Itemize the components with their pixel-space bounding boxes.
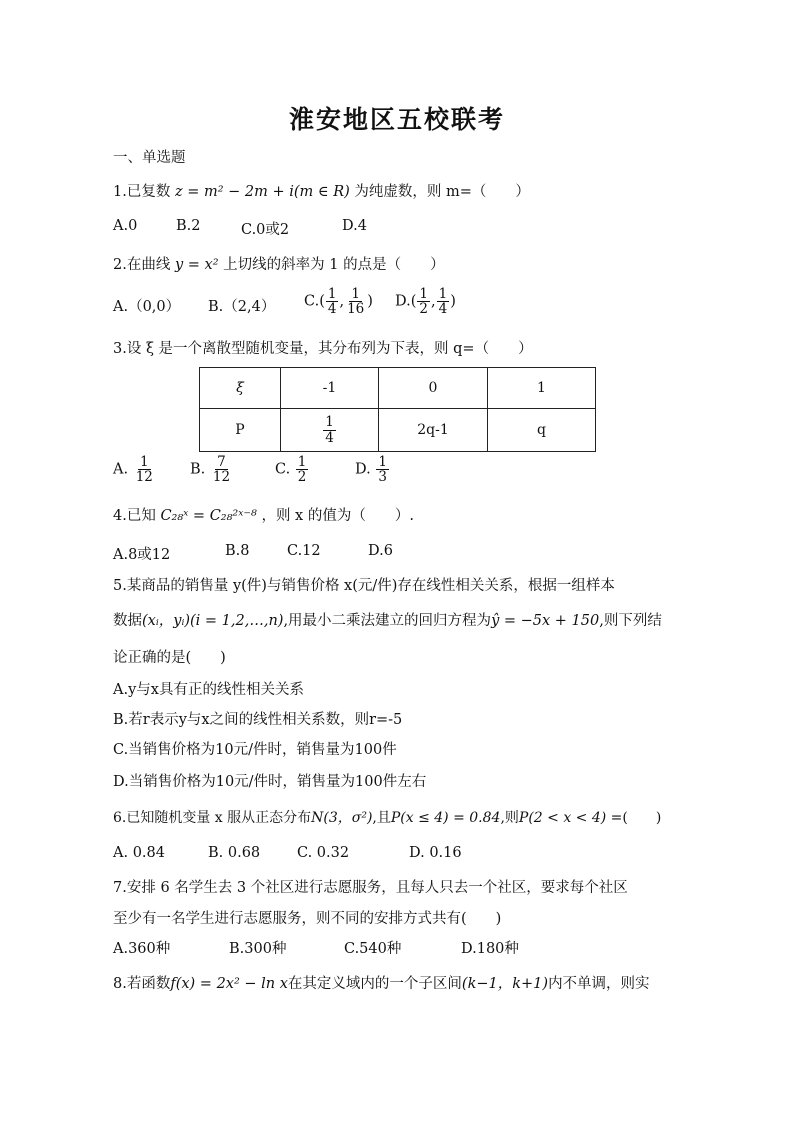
q4-expression: C₂₈ˣ = C₂₈²ˣ⁻⁸: [160, 508, 257, 524]
q4-option-a: A.8或12: [113, 547, 171, 563]
q6-option-d: D. 0.16: [409, 845, 462, 861]
q2-c-frac1: $\frac{1}{4}$: [327, 286, 337, 318]
question-2: [113, 253, 445, 274]
q6-mid2: ,则: [500, 810, 519, 826]
q5-line2-middle: ,用最小二乘法建立的回归方程为: [283, 613, 492, 629]
q8-prefix: 8.若函数: [113, 976, 171, 992]
q6-prefix: 6.已知随机变量 x 服从正态分布: [113, 810, 312, 826]
q1-option-c: C.0或2: [241, 222, 290, 238]
q8-middle: 在其定义域内的一个子区间: [287, 976, 462, 992]
page-title: 淮安地区五校联考: [288, 105, 505, 134]
question-7-line-2: 至少有一名学生进行志愿服务，则不同的安排方式共有( ): [113, 911, 502, 927]
question-5-line-2: [113, 609, 662, 630]
question-6: [113, 807, 661, 827]
q5-option-a: A.y与x具有正的线性相关关系: [113, 682, 304, 698]
q4-option-c: C.12: [287, 543, 321, 559]
section-heading: 一、单选题: [113, 150, 186, 166]
table-header-1: 1: [488, 368, 596, 409]
q2-suffix: 上切线的斜率为 1 的点是（ ）: [223, 257, 445, 273]
q4-prefix: 4.已知: [113, 508, 156, 524]
table-cell-2q-1: 2q-1: [379, 409, 488, 452]
q3-option-a: A. $\frac{1}{12}$: [113, 454, 153, 486]
q2-d-frac2: $\frac{1}{4}$: [438, 286, 448, 318]
q8-suffix: 内不单调，则实: [548, 976, 650, 992]
q2-option-d: D.( $\frac{1}{2}$ , $\frac{1}{4}$ ): [395, 286, 456, 318]
q4-option-d: D.6: [368, 543, 393, 559]
q7-option-c: C.540种: [344, 941, 402, 957]
q1-prefix: 1.已复数: [113, 184, 171, 200]
question-1: [113, 180, 530, 201]
q6-suffix: ( ): [622, 810, 662, 826]
table-row-label: P: [200, 409, 281, 452]
question-3: 3.设 ξ 是一个离散型随机变量，其分布列为下表，则 q=（ ）: [113, 341, 533, 357]
q2-expression: y = x²: [174, 257, 219, 273]
q5-option-b: B.若r表示y与x之间的线性相关系数，则r=-5: [113, 712, 403, 728]
q4-option-b: B.8: [225, 543, 250, 559]
q5-line2-suffix: ,则下列结: [599, 613, 662, 629]
q2-c-frac2: $\frac{1}{16}$: [347, 286, 365, 318]
question-5-line-3: 论正确的是( ): [113, 650, 226, 666]
q2-option-b: B.（2,4）: [208, 299, 276, 315]
q2-prefix: 2.在曲线: [113, 257, 171, 273]
q5-line2-prefix: 数据: [113, 613, 142, 629]
q1-option-d: D.4: [342, 218, 367, 234]
q2-d-frac1: $\frac{1}{2}$: [419, 286, 428, 318]
q8-function: f(x) = 2x² − ln x: [170, 976, 288, 992]
q2-option-c: C.( $\frac{1}{4}$ , $\frac{1}{16}$ ): [304, 286, 373, 318]
q7-option-b: B.300种: [229, 941, 287, 957]
q5-data-expression: (xᵢ，yᵢ)(i = 1,2,…,n): [142, 613, 284, 629]
question-4: [113, 504, 414, 525]
q6-normal-distribution: N(3，σ²): [311, 810, 373, 826]
q1-expression: z = m² − 2m + i(m ∈ R): [174, 184, 350, 200]
q3-option-d: D. $\frac{1}{3}$: [355, 454, 387, 486]
q7-option-d: D.180种: [461, 941, 519, 957]
q6-mid: ,且: [372, 810, 391, 826]
q5-option-d: D.当销售价格为10元/件时，销售量为100件左右: [113, 774, 427, 790]
q5-option-c: C.当销售价格为10元/件时，销售量为100件: [113, 742, 397, 758]
q6-option-b: B. 0.68: [208, 845, 261, 861]
table-header-xi: ξ: [200, 368, 281, 409]
q2-option-a: A.（0,0）: [113, 299, 181, 315]
q6-probability-asked: P(2 < x < 4) =: [518, 810, 623, 826]
table-cell-q: q: [488, 409, 596, 452]
question-8: [113, 972, 650, 993]
q2-option-c-label: C.: [304, 293, 320, 310]
table-header-0: 0: [379, 368, 488, 409]
q3-option-c: C. $\frac{1}{2}$: [275, 454, 307, 486]
q1-option-a: A.0: [113, 218, 138, 234]
q2-option-d-label: D.: [395, 293, 411, 310]
table-header-neg1: -1: [281, 368, 379, 409]
q6-option-a: A. 0.84: [113, 845, 165, 861]
q1-suffix: 为纯虚数，则 m=（ ）: [354, 184, 530, 200]
q1-option-b: B.2: [176, 218, 201, 234]
question-5-line-1: 5.某商品的销售量 y(件)与销售价格 x(元/件)存在线性相关关系，根据一组样本: [113, 578, 615, 594]
q5-regression-equation: ŷ = −5x + 150: [491, 613, 600, 629]
q8-interval: (k−1，k+1): [461, 976, 549, 992]
distribution-table: [199, 367, 596, 452]
question-7-line-1: 7.安排 6 名学生去 3 个社区进行志愿服务，且每人只去一个社区，要求每个社区: [113, 880, 628, 896]
q4-suffix: ，则 x 的值为（ ）.: [261, 508, 414, 524]
q7-option-a: A.360种: [113, 941, 171, 957]
q6-probability-given: P(x ≤ 4) = 0.84: [390, 810, 501, 826]
q3-option-b: B. $\frac{7}{12}$: [190, 454, 231, 486]
q6-option-c: C. 0.32: [297, 845, 350, 861]
table-cell-quarter: $\frac{1}{4}$: [281, 409, 379, 452]
